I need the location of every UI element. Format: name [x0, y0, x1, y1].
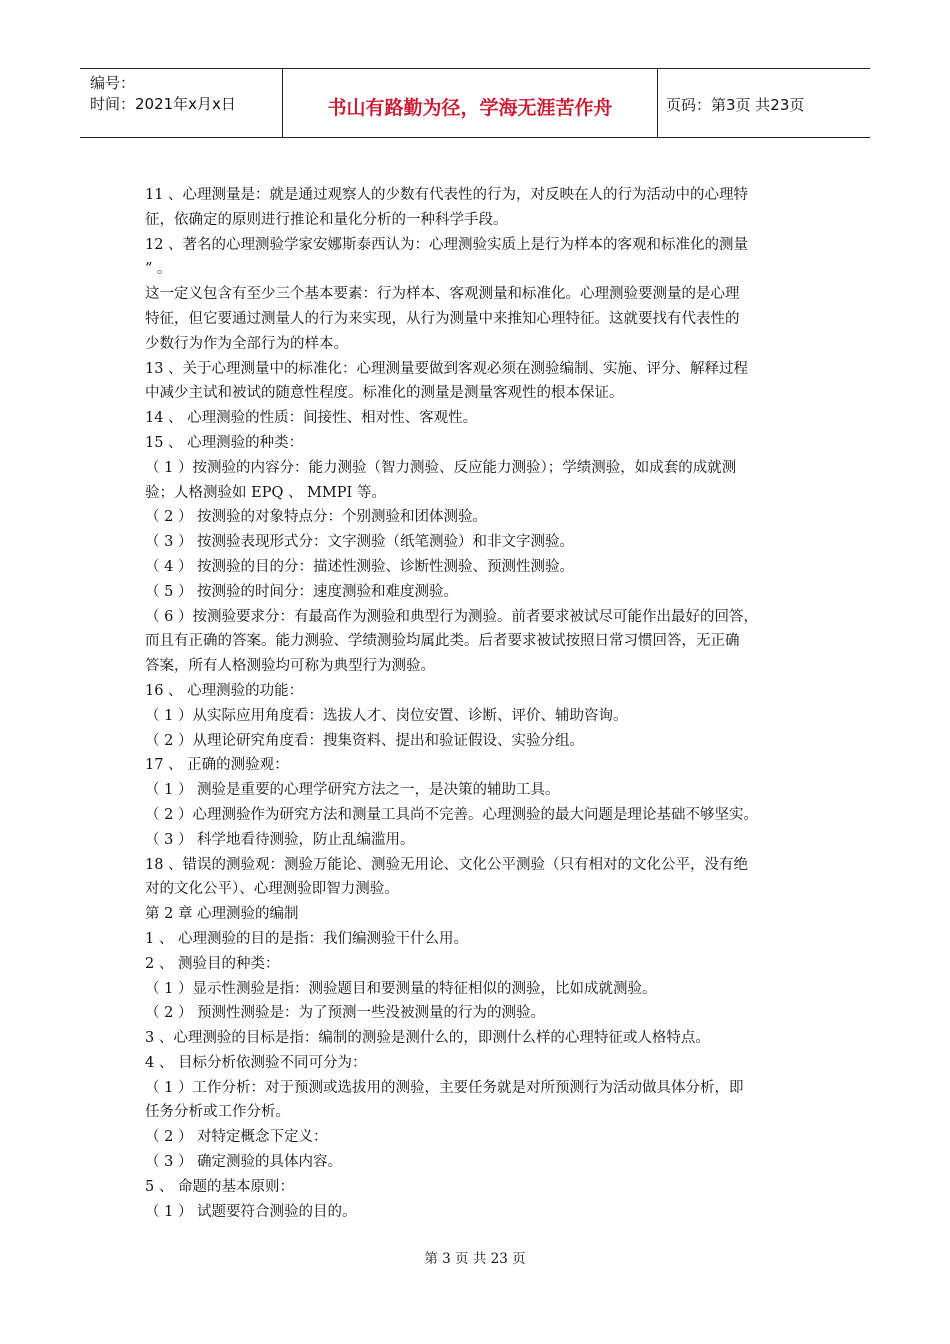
body-text-line: 11 、心理测量是：就是通过观察人的少数有代表性的行为，对反映在人的行为活动中的心理特 [145, 187, 749, 203]
header-page-cell [658, 69, 870, 137]
body-text-line: 16 、 心理测验的功能： [145, 682, 304, 699]
body-text-line: （ 5 ） 按测验的时间分：速度测验和难度测验。 [145, 583, 459, 600]
body-text-line: （ 1 ）按测验的内容分：能力测验（智力测验、反应能力测验）；学绩测验，如成套的成就测 [145, 459, 737, 476]
body-text-line: 14 、 心理测验的性质：间接性、相对性、客观性。 [145, 410, 478, 427]
document-number-label: 编号： [90, 74, 136, 92]
header-page-number: 页码：第3页 共23页 [666, 96, 805, 114]
body-text-line: 中减少主试和被试的随意性程度。标准化的测量是测量客观性的根本保证。 [145, 385, 624, 402]
document-body [145, 183, 820, 1224]
body-text-line: 2 、 测验目的种类： [145, 955, 280, 972]
body-text-line: （ 1 ） 测验是重要的心理学研究方法之一，是决策的辅助工具。 [145, 782, 560, 799]
body-text-line: （ 1 ）从实际应用角度看：选拔人才、岗位安置、诊断、评价、辅助咨询。 [145, 707, 628, 724]
body-text-line: ” 。 [145, 261, 172, 278]
header-info-cell [80, 69, 283, 137]
body-text-line: 而且有正确的答案。能力测验、学绩测验均属此类。后者要求被试按照日常习惯回答，无正确 [145, 633, 740, 650]
body-text-line: 少数行为作为全部行为的样本。 [145, 335, 348, 352]
body-text-line: （ 3 ） 按测验表现形式分：文字测验（纸笔测验）和非文字测验。 [145, 534, 575, 551]
body-text-line: （ 1 ）工作分析：对于预测或选拔用的测验，主要任务就是对所预测行为活动做具体分析，即 [145, 1079, 744, 1096]
body-text-line: （ 3 ） 科学地看待测验，防止乱编滥用。 [145, 831, 415, 848]
body-text-line: 12 、著名的心理测验学家安娜斯泰西认为：心理测验实质上是行为样本的客观和标准化的测量 [145, 236, 749, 253]
body-text-line: （ 2 ） 对特定概念下定义： [145, 1129, 328, 1146]
header-motto: 书山有路勤为径，学海无涯苦作舟 [327, 97, 613, 119]
body-text-line: 3 、心理测验的目标是指：编制的测验是测什么的，即测什么样的心理特征或人格特点。 [145, 1030, 710, 1047]
body-text-line: （ 6 ）按测验要求分：有最高作为测验和典型行为测验。前者要求被试尽可能作出最好的回答， [145, 608, 758, 625]
body-text-line: （ 1 ） 试题要符合测验的目的。 [145, 1203, 357, 1220]
body-text-line: 征，依确定的原则进行推论和量化分析的一种科学手段。 [145, 211, 508, 228]
body-text-line: （ 2 ） 按测验的对象特点分：个别测验和团体测验。 [145, 509, 488, 526]
body-text-line: 1 、 心理测验的目的是指：我们编测验干什么用。 [145, 930, 468, 947]
body-text-line: 特征，但它要通过测量人的行为来实现，从行为测量中来推知心理特征。这就要找有代表性的 [145, 310, 740, 327]
body-text-line: 答案，所有人格测验均可称为典型行为测验。 [145, 658, 435, 675]
body-text-line: 17 、 正确的测验观： [145, 757, 289, 774]
page-footer: 第 3 页 共 23 页 [424, 1251, 526, 1267]
body-text-line: （ 2 ）心理测验作为研究方法和测量工具尚不完善。心理测验的最大问题是理论基础不够坚实。 [145, 806, 758, 823]
header-motto-cell [283, 69, 658, 137]
body-text-line: 这一定义包含有至少三个基本要素：行为样本、客观测量和标准化。心理测验要测量的是心理 [145, 286, 740, 303]
body-text-line: 第 2 章 心理测验的编制 [145, 906, 299, 923]
body-text-line: 13 、关于心理测量中的标准化：心理测量要做到客观必须在测验编制、实施、评分、解释过程 [145, 360, 749, 377]
body-text-line: 对的文化公平）、心理测验即智力测验。 [145, 881, 399, 898]
body-text-line: 任务分析或工作分析。 [145, 1104, 290, 1121]
body-text-line: （ 1 ）显示性测验是指：测验题目和要测量的特征相似的测验，比如成就测验。 [145, 980, 657, 997]
body-text-line: （ 2 ） 预测性测验是：为了预测一些没被测量的行为的测验。 [145, 1005, 546, 1022]
body-text-line: 4 、 目标分析依测验不同可分为： [145, 1054, 367, 1071]
body-text-line: 18 、错误的测验观：测验万能论、测验无用论、文化公平测验（只有相对的文化公平，没有绝 [145, 856, 749, 873]
document-header [80, 68, 870, 138]
document-time-label: 时间：2021年x月x日 [90, 95, 236, 113]
body-text-line: 15 、 心理测验的种类： [145, 434, 304, 451]
body-text-line: （ 3 ） 确定测验的具体内容。 [145, 1154, 343, 1171]
body-text-line: （ 4 ） 按测验的目的分：描述性测验、诊断性测验、预测性测验。 [145, 558, 575, 575]
body-text-line: 5 、 命题的基本原则： [145, 1178, 294, 1195]
body-text-line: （ 2 ）从理论研究角度看：搜集资料、提出和验证假设、实验分组。 [145, 732, 584, 749]
body-text-line: 验；人格测验如 EPQ 、 MMPI 等。 [145, 484, 386, 501]
